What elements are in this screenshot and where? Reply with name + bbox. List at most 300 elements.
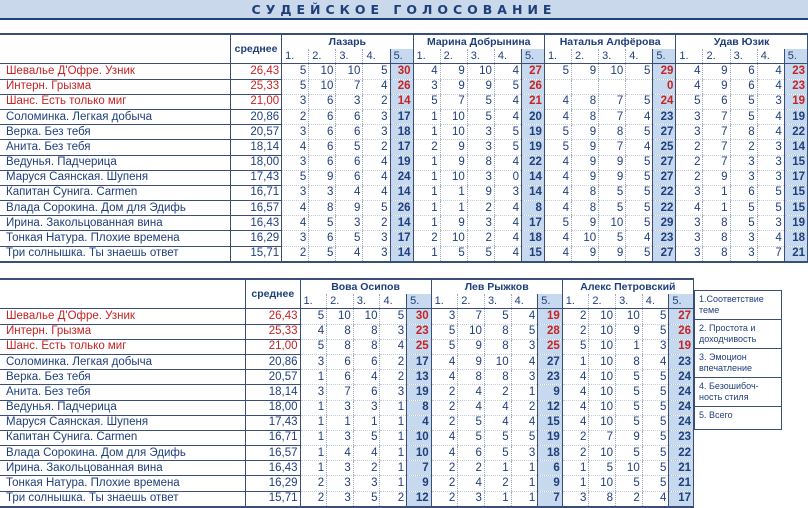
criterion-number-header: 2. bbox=[589, 294, 616, 309]
participant-name: Ведунья. Падчерица bbox=[0, 155, 231, 170]
judge-criterion-score: 1 bbox=[300, 415, 327, 430]
judge-criterion-score: 6 bbox=[309, 231, 336, 246]
judge-criterion-score: 2 bbox=[431, 415, 458, 430]
judge-name-header: Вова Осипов bbox=[300, 279, 431, 294]
judge-criterion-score: 10 bbox=[589, 415, 616, 430]
participant-name: Влада Сорокина. Дом для Эдифь bbox=[0, 446, 246, 461]
judge-criterion-score: 5 bbox=[282, 79, 309, 94]
judge-criterion-score bbox=[599, 79, 626, 94]
judge-criterion-score: 1 bbox=[484, 491, 511, 507]
judge-criterion-score: 1 bbox=[300, 446, 327, 461]
judge-criterion-score: 1 bbox=[616, 339, 643, 354]
judge-criterion-score: 2 bbox=[431, 400, 458, 415]
criteria-legend bbox=[694, 290, 782, 430]
judge-criterion-score: 3 bbox=[282, 125, 309, 140]
judge-criterion-score: 6 bbox=[730, 185, 757, 200]
judge-criterion-score: 9 bbox=[309, 170, 336, 185]
judge-criterion-score: 10 bbox=[440, 231, 467, 246]
judge-criterion-score: 10 bbox=[440, 170, 467, 185]
table-row bbox=[0, 370, 694, 385]
average-score: 20,57 bbox=[246, 370, 300, 385]
judge-criterion-score: 10 bbox=[589, 446, 616, 461]
judge-criterion-score: 2 bbox=[380, 354, 407, 369]
table-row bbox=[0, 109, 808, 124]
judge-criterion-score: 5 bbox=[484, 309, 511, 324]
judge-criterion-score: 4 bbox=[626, 140, 653, 155]
judge-total-score: 17 bbox=[390, 140, 413, 155]
legend-item: 2. Простота и доходчивость bbox=[695, 320, 781, 349]
judge-criterion-score: 2 bbox=[431, 461, 458, 476]
judge-criterion-score: 4 bbox=[544, 109, 571, 124]
judge-total-score: 24 bbox=[390, 170, 413, 185]
judge-criterion-score: 5 bbox=[599, 185, 626, 200]
judge-criterion-score: 2 bbox=[484, 476, 511, 491]
judge-total-score: 27 bbox=[669, 309, 694, 324]
judge-criterion-score: 1 bbox=[440, 201, 467, 216]
judge-criterion-score: 10 bbox=[589, 400, 616, 415]
judge-criterion-score: 3 bbox=[336, 94, 363, 109]
judge-total-score: 13 bbox=[407, 370, 432, 385]
judge-total-score: 26 bbox=[669, 324, 694, 339]
participant-name: Шевалье Д'Офре. Узник bbox=[0, 64, 231, 79]
judge-criterion-score: 7 bbox=[703, 140, 730, 155]
judge-criterion-score: 2 bbox=[380, 491, 407, 507]
judge-criterion-score: 3 bbox=[467, 216, 494, 231]
average-score: 20,57 bbox=[231, 125, 282, 140]
judge-criterion-score: 4 bbox=[494, 155, 521, 170]
judge-criterion-score: 3 bbox=[380, 385, 407, 400]
judge-criterion-score: 1 bbox=[562, 461, 589, 476]
judge-criterion-score: 4 bbox=[544, 155, 571, 170]
judge-criterion-score: 8 bbox=[599, 125, 626, 140]
judge-criterion-score: 8 bbox=[703, 231, 730, 246]
judge-criterion-score: 5 bbox=[757, 201, 784, 216]
judge-criterion-score: 9 bbox=[336, 201, 363, 216]
judge-criterion-score: 4 bbox=[413, 64, 440, 79]
judge-criterion-score: 2 bbox=[431, 491, 458, 507]
judge-criterion-score: 8 bbox=[484, 324, 511, 339]
judge-criterion-score: 4 bbox=[380, 339, 407, 354]
judge-criterion-score: 4 bbox=[562, 400, 589, 415]
voting-table-bottom bbox=[0, 278, 694, 508]
judge-criterion-score: 1 bbox=[353, 415, 380, 430]
judge-criterion-score: 1 bbox=[413, 216, 440, 231]
judge-criterion-score: 10 bbox=[589, 339, 616, 354]
judge-total-score: 24 bbox=[669, 370, 694, 385]
judge-criterion-score: 2 bbox=[458, 461, 485, 476]
judge-criterion-score: 5 bbox=[626, 94, 653, 109]
participant-name: Верка. Без тебя bbox=[0, 125, 231, 140]
average-header: среднее bbox=[246, 279, 300, 309]
judge-total-score: 17 bbox=[784, 170, 807, 185]
judge-criterion-score: 5 bbox=[626, 246, 653, 262]
judge-criterion-score: 1 bbox=[562, 476, 589, 491]
average-score: 17,43 bbox=[246, 415, 300, 430]
judge-criterion-score: 2 bbox=[730, 140, 757, 155]
table-row bbox=[0, 170, 808, 185]
participant-name: Анита. Без тебя bbox=[0, 140, 231, 155]
judge-criterion-score: 9 bbox=[572, 216, 599, 231]
judge-criterion-score: 10 bbox=[467, 64, 494, 79]
criterion-number-header: 4. bbox=[380, 294, 407, 309]
judge-criterion-score: 3 bbox=[353, 400, 380, 415]
judge-criterion-score: 2 bbox=[300, 476, 327, 491]
judge-total-score: 27 bbox=[653, 170, 676, 185]
judge-criterion-score: 3 bbox=[282, 155, 309, 170]
judge-criterion-score: 5 bbox=[300, 339, 327, 354]
judge-criterion-score: 2 bbox=[511, 400, 538, 415]
judge-criterion-score: 5 bbox=[431, 339, 458, 354]
judge-criterion-score: 3 bbox=[327, 476, 354, 491]
judge-total-score: 19 bbox=[521, 140, 544, 155]
judge-criterion-score: 4 bbox=[458, 385, 485, 400]
judge-criterion-score: 10 bbox=[599, 64, 626, 79]
judge-criterion-score: 4 bbox=[626, 231, 653, 246]
judge-criterion-score: 5 bbox=[282, 64, 309, 79]
judge-criterion-score: 6 bbox=[327, 370, 354, 385]
judge-criterion-score: 4 bbox=[676, 64, 703, 79]
criterion-number-header: 4. bbox=[363, 49, 390, 64]
judge-criterion-score: 5 bbox=[309, 216, 336, 231]
judge-criterion-score: 3 bbox=[458, 491, 485, 507]
judge-criterion-score: 3 bbox=[757, 94, 784, 109]
judge-criterion-score: 4 bbox=[327, 446, 354, 461]
judge-criterion-score: 10 bbox=[336, 64, 363, 79]
table-row bbox=[0, 231, 808, 246]
criterion-number-header: 3. bbox=[730, 49, 757, 64]
judge-total-score: 23 bbox=[538, 370, 563, 385]
table-row bbox=[0, 491, 694, 507]
judge-criterion-score: 9 bbox=[703, 170, 730, 185]
judge-criterion-score: 3 bbox=[413, 79, 440, 94]
sheet-title: СУДЕЙСКОЕ ГОЛОСОВАНИЕ bbox=[251, 1, 557, 17]
judge-criterion-score: 5 bbox=[380, 309, 407, 324]
judge-criterion-score: 5 bbox=[467, 94, 494, 109]
judge-criterion-score: 4 bbox=[494, 109, 521, 124]
criterion-number-header: 3. bbox=[336, 49, 363, 64]
judge-criterion-score: 8 bbox=[730, 125, 757, 140]
judge-criterion-score: 5 bbox=[616, 446, 643, 461]
judge-criterion-score: 4 bbox=[458, 476, 485, 491]
judge-total-score: 8 bbox=[407, 400, 432, 415]
criterion-number-header: 2. bbox=[440, 49, 467, 64]
legend-item: 1.Соответствие теме bbox=[695, 291, 781, 320]
judge-criterion-score: 3 bbox=[327, 491, 354, 507]
judge-criterion-score: 5 bbox=[676, 94, 703, 109]
judge-criterion-score: 5 bbox=[730, 201, 757, 216]
average-score: 16,57 bbox=[246, 446, 300, 461]
voting-table-top bbox=[0, 33, 808, 263]
judge-criterion-score: 9 bbox=[440, 79, 467, 94]
judge-criterion-score bbox=[572, 79, 599, 94]
judge-criterion-score: 4 bbox=[282, 140, 309, 155]
participant-name: Капитан Сунига. Carmen bbox=[0, 185, 231, 200]
judge-criterion-score: 3 bbox=[730, 231, 757, 246]
judge-total-score: 14 bbox=[390, 216, 413, 231]
judge-criterion-score: 8 bbox=[327, 324, 354, 339]
judge-criterion-score: 2 bbox=[431, 476, 458, 491]
judge-criterion-score: 1 bbox=[413, 201, 440, 216]
judge-criterion-score: 9 bbox=[572, 246, 599, 262]
judge-criterion-score: 9 bbox=[703, 64, 730, 79]
judge-criterion-score: 1 bbox=[413, 125, 440, 140]
criterion-number-header: 4. bbox=[642, 294, 669, 309]
table-row bbox=[0, 400, 694, 415]
judge-criterion-score: 6 bbox=[730, 64, 757, 79]
judge-criterion-score: 8 bbox=[353, 324, 380, 339]
judge-criterion-score: 4 bbox=[336, 246, 363, 262]
criterion-number-header: 3. bbox=[484, 294, 511, 309]
table-row bbox=[0, 324, 694, 339]
judge-criterion-score: 5 bbox=[494, 140, 521, 155]
judge-criterion-score: 3 bbox=[309, 185, 336, 200]
judge-criterion-score: 8 bbox=[589, 491, 616, 507]
judge-criterion-score: 9 bbox=[440, 140, 467, 155]
participant-name: Соломинка. Легкая добыча bbox=[0, 109, 231, 124]
judge-total-score: 29 bbox=[653, 64, 676, 79]
criterion-number-header: 3. bbox=[599, 49, 626, 64]
judge-total-score: 15 bbox=[521, 246, 544, 262]
judge-criterion-score: 1 bbox=[413, 185, 440, 200]
judge-criterion-score: 3 bbox=[676, 246, 703, 262]
judge-criterion-score: 5 bbox=[544, 64, 571, 79]
judge-criterion-score: 3 bbox=[431, 309, 458, 324]
judge-criterion-score: 2 bbox=[363, 216, 390, 231]
judge-criterion-score: 3 bbox=[642, 339, 669, 354]
judge-criterion-score: 3 bbox=[676, 125, 703, 140]
judge-criterion-score: 5 bbox=[626, 201, 653, 216]
judge-name-header: Алекс Петровский bbox=[562, 279, 693, 294]
judge-criterion-score: 1 bbox=[703, 185, 730, 200]
average-score: 16,43 bbox=[231, 216, 282, 231]
judge-criterion-score: 8 bbox=[353, 339, 380, 354]
criterion-number-header: 1. bbox=[676, 49, 703, 64]
judge-criterion-score: 4 bbox=[642, 491, 669, 507]
judge-criterion-score: 1 bbox=[484, 461, 511, 476]
participant-name: Капитан Сунига. Carmen bbox=[0, 430, 246, 445]
judge-criterion-score: 1 bbox=[413, 170, 440, 185]
judge-criterion-score: 1 bbox=[380, 415, 407, 430]
judge-total-score: 14 bbox=[390, 185, 413, 200]
table-row bbox=[0, 216, 808, 231]
participant-name: Три солнышка. Ты знаешь ответ bbox=[0, 246, 231, 262]
criterion-number-header: 1. bbox=[282, 49, 309, 64]
judge-criterion-score: 2 bbox=[562, 309, 589, 324]
criterion-number-header: 1. bbox=[544, 49, 571, 64]
average-score: 26,43 bbox=[231, 64, 282, 79]
judge-criterion-score: 7 bbox=[757, 246, 784, 262]
judge-criterion-score: 5 bbox=[626, 64, 653, 79]
judge-criterion-score: 5 bbox=[544, 125, 571, 140]
judge-criterion-score: 5 bbox=[757, 185, 784, 200]
sheet-title-bar bbox=[0, 0, 808, 20]
judge-total-score: 21 bbox=[669, 461, 694, 476]
judge-criterion-score: 4 bbox=[363, 185, 390, 200]
judge-criterion-score: 6 bbox=[353, 354, 380, 369]
judge-criterion-score: 6 bbox=[327, 354, 354, 369]
judge-criterion-score: 7 bbox=[336, 79, 363, 94]
judge-criterion-score: 2 bbox=[300, 491, 327, 507]
participant-name: Тонкая Натура. Плохие времена bbox=[0, 476, 246, 491]
judge-criterion-score: 3 bbox=[676, 109, 703, 124]
judge-criterion-score: 9 bbox=[467, 79, 494, 94]
judge-criterion-score: 5 bbox=[730, 94, 757, 109]
judge-criterion-score: 3 bbox=[336, 216, 363, 231]
judge-criterion-score: 5 bbox=[494, 79, 521, 94]
criterion-number-header: 3. bbox=[467, 49, 494, 64]
judge-total-score: 17 bbox=[521, 216, 544, 231]
judge-criterion-score: 6 bbox=[336, 155, 363, 170]
judge-criterion-score: 5 bbox=[626, 125, 653, 140]
judge-total-score: 17 bbox=[390, 231, 413, 246]
judge-criterion-score: 4 bbox=[544, 246, 571, 262]
judge-criterion-score: 5 bbox=[511, 430, 538, 445]
judge-total-score: 15 bbox=[784, 185, 807, 200]
criterion-number-header: 2. bbox=[327, 294, 354, 309]
judge-criterion-score: 5 bbox=[353, 430, 380, 445]
judge-criterion-score: 5 bbox=[300, 309, 327, 324]
judge-criterion-score: 8 bbox=[327, 339, 354, 354]
judge-total-score: 27 bbox=[653, 125, 676, 140]
judge-criterion-score: 2 bbox=[562, 324, 589, 339]
judge-criterion-score: 5 bbox=[282, 170, 309, 185]
table-row bbox=[0, 476, 694, 491]
judge-criterion-score: 2 bbox=[353, 461, 380, 476]
judge-criterion-score: 3 bbox=[757, 216, 784, 231]
judge-criterion-score: 8 bbox=[484, 370, 511, 385]
judge-criterion-score: 1 bbox=[413, 155, 440, 170]
judge-criterion-score: 6 bbox=[309, 155, 336, 170]
participant-name: Ирина. Закольцованная вина bbox=[0, 216, 231, 231]
judge-total-score: 9 bbox=[538, 385, 563, 400]
judge-criterion-score: 9 bbox=[599, 155, 626, 170]
judge-criterion-score: 3 bbox=[363, 231, 390, 246]
table-row bbox=[0, 185, 808, 200]
judge-total-score: 21 bbox=[521, 94, 544, 109]
average-score: 21,00 bbox=[231, 94, 282, 109]
judge-criterion-score: 3 bbox=[730, 170, 757, 185]
judge-criterion-score: 2 bbox=[467, 201, 494, 216]
judge-criterion-score: 5 bbox=[626, 155, 653, 170]
judge-criterion-score: 5 bbox=[413, 94, 440, 109]
judge-total-score: 24 bbox=[653, 94, 676, 109]
average-score: 15,71 bbox=[231, 246, 282, 262]
judge-criterion-score: 1 bbox=[511, 385, 538, 400]
judge-criterion-score: 3 bbox=[494, 185, 521, 200]
judge-criterion-score: 5 bbox=[458, 430, 485, 445]
judge-total-score: 19 bbox=[784, 94, 807, 109]
judge-criterion-score: 8 bbox=[572, 185, 599, 200]
judge-criterion-score: 1 bbox=[300, 400, 327, 415]
judge-criterion-score: 5 bbox=[642, 385, 669, 400]
judge-total-score: 27 bbox=[653, 246, 676, 262]
participant-name: Ведунья. Падчерица bbox=[0, 400, 246, 415]
judge-criterion-score: 4 bbox=[511, 354, 538, 369]
judge-name-header: Лев Рыжков bbox=[431, 279, 562, 294]
criterion-number-header: 1. bbox=[562, 294, 589, 309]
judge-criterion-score: 4 bbox=[363, 170, 390, 185]
judge-criterion-score: 3 bbox=[511, 339, 538, 354]
judge-criterion-score: 1 bbox=[511, 461, 538, 476]
judge-criterion-score: 2 bbox=[282, 246, 309, 262]
judge-criterion-score: 1 bbox=[300, 461, 327, 476]
judge-criterion-score: 4 bbox=[494, 94, 521, 109]
judge-criterion-score: 9 bbox=[599, 170, 626, 185]
judge-criterion-score: 9 bbox=[599, 246, 626, 262]
judge-criterion-score: 1 bbox=[511, 476, 538, 491]
participant-name: Анита. Без тебя bbox=[0, 385, 246, 400]
judge-total-score: 18 bbox=[390, 125, 413, 140]
judge-total-score: 17 bbox=[669, 491, 694, 507]
judge-total-score: 24 bbox=[669, 400, 694, 415]
judge-criterion-score: 5 bbox=[467, 109, 494, 124]
judge-criterion-score: 2 bbox=[616, 491, 643, 507]
judge-total-score: 21 bbox=[669, 476, 694, 491]
judge-criterion-score: 6 bbox=[309, 94, 336, 109]
judge-criterion-score: 1 bbox=[413, 109, 440, 124]
judge-criterion-score: 5 bbox=[599, 231, 626, 246]
criterion-number-header: 5. bbox=[521, 49, 544, 64]
judge-criterion-score: 3 bbox=[300, 385, 327, 400]
judge-total-score: 19 bbox=[407, 385, 432, 400]
judge-criterion-score: 9 bbox=[572, 125, 599, 140]
judge-criterion-score: 4 bbox=[300, 324, 327, 339]
judge-criterion-score: 4 bbox=[484, 415, 511, 430]
judge-criterion-score: 5 bbox=[642, 430, 669, 445]
judge-criterion-score: 2 bbox=[431, 385, 458, 400]
judge-criterion-score: 4 bbox=[757, 64, 784, 79]
judge-criterion-score: 6 bbox=[703, 94, 730, 109]
criterion-number-header: 5. bbox=[784, 49, 807, 64]
judge-criterion-score: 2 bbox=[562, 446, 589, 461]
criterion-number-header: 5. bbox=[538, 294, 563, 309]
judge-name-header: Удав Юзик bbox=[676, 34, 808, 49]
header-row-judges bbox=[0, 34, 808, 49]
judge-criterion-score: 5 bbox=[616, 370, 643, 385]
average-score: 25,33 bbox=[231, 79, 282, 94]
judge-criterion-score: 1 bbox=[511, 491, 538, 507]
criterion-number-header: 3. bbox=[353, 294, 380, 309]
judge-criterion-score: 3 bbox=[282, 185, 309, 200]
criterion-number-header: 4. bbox=[494, 49, 521, 64]
judge-criterion-score: 8 bbox=[309, 201, 336, 216]
judge-total-score: 22 bbox=[653, 185, 676, 200]
judge-total-score: 17 bbox=[407, 354, 432, 369]
judge-criterion-score: 3 bbox=[380, 324, 407, 339]
average-score: 16,29 bbox=[231, 231, 282, 246]
judge-criterion-score: 10 bbox=[589, 476, 616, 491]
judge-total-score: 19 bbox=[784, 216, 807, 231]
average-score: 17,43 bbox=[231, 170, 282, 185]
judge-criterion-score: 4 bbox=[544, 231, 571, 246]
table-row bbox=[0, 125, 808, 140]
judge-criterion-score: 7 bbox=[599, 140, 626, 155]
judge-criterion-score: 7 bbox=[599, 94, 626, 109]
judge-criterion-score: 3 bbox=[363, 109, 390, 124]
judge-criterion-score: 4 bbox=[431, 370, 458, 385]
judge-criterion-score: 3 bbox=[730, 246, 757, 262]
judge-criterion-score: 4 bbox=[336, 185, 363, 200]
judge-criterion-score: 5 bbox=[467, 246, 494, 262]
judge-total-score: 19 bbox=[390, 155, 413, 170]
legend-item: 5. Всего bbox=[699, 410, 733, 420]
criterion-number-header: 5. bbox=[407, 294, 432, 309]
judge-total-score: 22 bbox=[669, 446, 694, 461]
judge-criterion-score: 10 bbox=[440, 109, 467, 124]
judge-criterion-score: 7 bbox=[458, 309, 485, 324]
judge-criterion-score: 5 bbox=[626, 185, 653, 200]
judge-criterion-score: 5 bbox=[484, 430, 511, 445]
